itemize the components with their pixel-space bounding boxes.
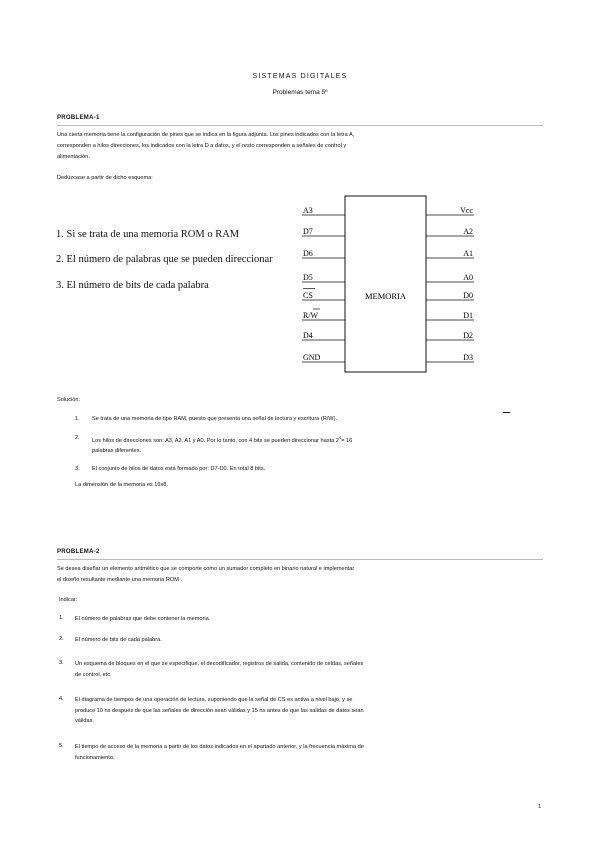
pin-label-GND: GND [303, 353, 321, 362]
solution-number: 2. [75, 435, 80, 441]
solution-text: = 16 [341, 437, 353, 444]
pin-label-A2: A2 [463, 227, 473, 236]
problem2-item-line: El diagrama de tiempos de una operación de lectura, suponiendo que la señal de CS es activa a nivel bajo, y se [75, 697, 353, 703]
problem1-divider [57, 125, 543, 126]
pin-label-CS: CS [303, 291, 313, 300]
solution-superscript: 4 [338, 435, 342, 440]
solution-item [92, 433, 472, 457]
pin-label-D7: D7 [303, 227, 313, 236]
problem2-item [75, 742, 465, 763]
problem2-item-line: funcionamiento. [75, 754, 115, 761]
problem2-heading: PROBLEMA-2 [57, 549, 100, 555]
solution-label: Solución: [57, 397, 81, 403]
problem2-intro [57, 564, 477, 586]
document-subtitle: Problemas tema 5º [272, 89, 328, 96]
problem1-intro-line: corresponden a hilos direcciones, los indicados con la letra D a datos, y el resto corresponden a señales de control y [57, 143, 347, 149]
problem2-item-number: 1. [59, 615, 64, 621]
solution-text: palabras diferentes. [92, 448, 142, 455]
stray-mark [503, 412, 510, 413]
problem1-question: 1. Si se trata de una memoria ROM o RAM [56, 229, 240, 240]
pin-label-D5: D5 [303, 273, 313, 282]
solution-text: Los hilos de direcciones son: A3, A2, A1 y A0. Por lo tanto, con 4 bits se pueden direccionar hasta 2 [92, 437, 339, 444]
problem2-divider [57, 559, 543, 560]
pin-label-Vcc: Vcc [460, 206, 473, 215]
memory-dimension: La dimensión de la memoria es 16x8. [75, 482, 168, 488]
right-pins [426, 206, 474, 362]
memory-chip-label: MEMORIA [364, 291, 407, 301]
problem2-item: El número de palabras que debe contener la memoria. [75, 616, 211, 622]
left-pins [302, 206, 345, 362]
problem2-item-line: Un esquema de bloques en el que se especifique, el decodificador, registros de salida, contenido de celdas, señales [75, 661, 364, 667]
problem1-intro [57, 130, 477, 163]
solution-item: Se trata de una memoria de tipo RAM, puesto que presenta una señal de lectura y escritura (R/W). [92, 416, 338, 422]
memory-chip-body [345, 196, 426, 372]
memory-chip-diagram [296, 188, 481, 378]
pin-label-RW: R/W [303, 311, 319, 320]
problem2-item-number: 5. [59, 743, 64, 749]
solution-number: 3. [75, 466, 80, 472]
document-title: SISTEMAS DIGITALES [252, 73, 348, 80]
pin-label-D1: D1 [463, 311, 473, 320]
problem1-intro-line: alimentación. [57, 154, 90, 160]
solution-number: 1. [75, 416, 80, 422]
problem1-question: 3. El número de bits de cada palabra [56, 280, 209, 291]
pin-label-A1: A1 [463, 249, 473, 258]
pin-label-A3: A3 [303, 206, 313, 215]
problem2-item-line: de control, etc. [75, 671, 112, 678]
problem1-deduce: Dedúzcase a partir de dicho esquema: [57, 175, 153, 181]
pin-label-A0: A0 [463, 273, 473, 282]
problem2-item: El número de bits de cada palabra. [75, 637, 162, 643]
problem2-item [75, 659, 455, 680]
pin-label-D6: D6 [303, 249, 313, 258]
problem2-item [75, 695, 465, 727]
problem2-item-line: produce 10 ns después de que las señales de dirección sean válidas y 15 ns antes de que las salidas de datos sean [75, 707, 364, 714]
problem1-heading: PROBLEMA-1 [57, 115, 100, 121]
solution-item: El conjunto de hilos de datos está formado por: D7-D0. En total 8 bits. [92, 466, 266, 472]
problem2-intro-line: Se desea diseñar un elemento aritmético que se comporte como un sumador completo en binario natural e implementar [57, 566, 355, 572]
page-number: 1 [538, 804, 542, 810]
pin-label-D4: D4 [303, 331, 313, 340]
problem2-item-number: 2. [59, 636, 64, 642]
problem2-item-line: El tiempo de acceso de la memoria a partir de los datos indicados en el apartado anterior, y la frecuencia máxima de [75, 744, 364, 750]
problem2-intro-line: el diseño resultante mediante una memoria ROM . [57, 577, 182, 583]
problem2-item-number: 3. [59, 660, 64, 666]
problem2-indicate: Indicar: [59, 597, 78, 603]
problem1-question: 2. El número de palabras que se pueden direccionar [56, 254, 273, 265]
pin-label-D3: D3 [463, 353, 473, 362]
problem2-item-number: 4. [59, 696, 64, 702]
problem1-intro-line: Una cierta memoria tiene la configuración de pines que se indica en la figura adjunta. Los pines indicados con la letra A, [57, 132, 355, 138]
pin-label-D0: D0 [463, 291, 473, 300]
problem2-item-line: válidas. [75, 718, 94, 724]
pin-label-D2: D2 [463, 331, 473, 340]
